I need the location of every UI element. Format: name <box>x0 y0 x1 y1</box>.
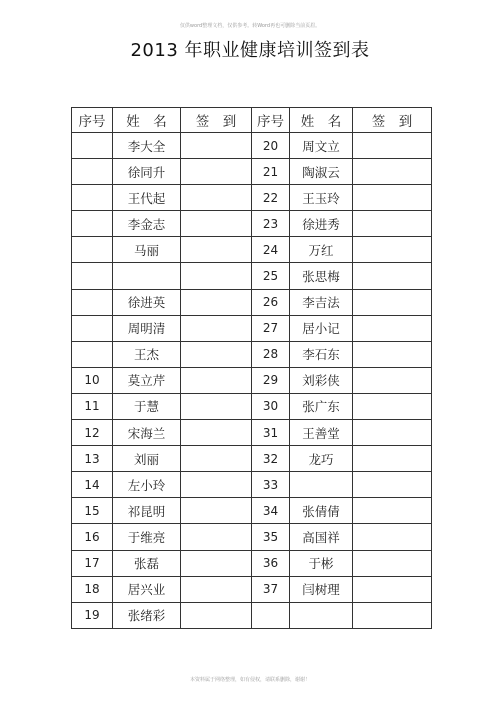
signature-cell[interactable] <box>353 420 432 446</box>
row-number <box>72 211 113 237</box>
signature-cell[interactable] <box>353 263 432 289</box>
attendee-name: 李吉法 <box>290 289 353 315</box>
signature-cell[interactable] <box>353 315 432 341</box>
signature-cell[interactable] <box>353 498 432 524</box>
attendee-name: 陶淑云 <box>290 159 353 185</box>
attendee-name: 龙巧 <box>290 446 353 472</box>
signature-cell[interactable] <box>353 159 432 185</box>
table-row <box>72 524 432 550</box>
table-row <box>72 211 432 237</box>
attendee-name: 张广东 <box>290 393 353 419</box>
signature-cell[interactable] <box>181 315 252 341</box>
row-number: 27 <box>252 315 290 341</box>
attendee-name: 莫立芹 <box>113 367 181 393</box>
signature-cell[interactable] <box>181 550 252 576</box>
row-number: 12 <box>72 420 113 446</box>
column-header-number: 序号 <box>252 108 290 133</box>
table-row <box>72 498 432 524</box>
attendee-name: 于彬 <box>290 550 353 576</box>
column-header-signature: 签 到 <box>353 108 432 133</box>
row-number: 33 <box>252 472 290 498</box>
attendee-name <box>290 602 353 628</box>
signature-cell[interactable] <box>353 393 432 419</box>
attendee-name: 徐进秀 <box>290 211 353 237</box>
page-title: 2013 年职业健康培训签到表 <box>130 40 370 61</box>
attendee-name: 徐进英 <box>113 289 181 315</box>
signature-cell[interactable] <box>181 367 252 393</box>
table-row <box>72 393 432 419</box>
signature-cell[interactable] <box>353 550 432 576</box>
table-row <box>72 602 432 628</box>
table-row <box>72 472 432 498</box>
column-header-name: 姓 名 <box>290 108 353 133</box>
attendee-name: 祁昆明 <box>113 498 181 524</box>
attendee-name: 张思梅 <box>290 263 353 289</box>
signature-cell[interactable] <box>181 446 252 472</box>
attendee-name: 左小玲 <box>113 472 181 498</box>
signature-cell[interactable] <box>181 576 252 602</box>
row-number: 22 <box>252 185 290 211</box>
row-number <box>72 341 113 367</box>
table-row <box>72 420 432 446</box>
row-number <box>72 133 113 159</box>
column-header-signature: 签 到 <box>181 108 252 133</box>
row-number <box>72 263 113 289</box>
signature-cell[interactable] <box>181 133 252 159</box>
row-number: 29 <box>252 367 290 393</box>
column-header-name: 姓 名 <box>113 108 181 133</box>
table-row <box>72 367 432 393</box>
row-number: 18 <box>72 576 113 602</box>
attendee-name: 周明清 <box>113 315 181 341</box>
signature-cell[interactable] <box>181 524 252 550</box>
attendee-name: 徐同升 <box>113 159 181 185</box>
row-number: 28 <box>252 341 290 367</box>
attendee-name: 刘彩侠 <box>290 367 353 393</box>
signature-cell[interactable] <box>353 524 432 550</box>
attendee-name: 王玉玲 <box>290 185 353 211</box>
attendee-name: 刘丽 <box>113 446 181 472</box>
attendee-name: 张绪彩 <box>113 602 181 628</box>
attendee-name: 宋海兰 <box>113 420 181 446</box>
row-number: 31 <box>252 420 290 446</box>
attendee-name: 高国祥 <box>290 524 353 550</box>
signature-cell[interactable] <box>353 341 432 367</box>
row-number: 25 <box>252 263 290 289</box>
table-row <box>72 446 432 472</box>
row-number <box>72 185 113 211</box>
row-number <box>72 315 113 341</box>
attendee-name: 于慧 <box>113 393 181 419</box>
attendee-name: 王善堂 <box>290 420 353 446</box>
row-number: 20 <box>252 133 290 159</box>
table-row <box>72 341 432 367</box>
row-number <box>72 237 113 263</box>
footer-note: 本资料属于网络整理，如有侵权，请联系删除，谢谢！ <box>189 677 310 683</box>
signature-cell[interactable] <box>353 133 432 159</box>
attendee-name: 于维亮 <box>113 524 181 550</box>
row-number: 13 <box>72 446 113 472</box>
attendee-name: 张倩倩 <box>290 498 353 524</box>
table-row <box>72 315 432 341</box>
attendee-name: 居兴业 <box>113 576 181 602</box>
row-number: 16 <box>72 524 113 550</box>
signature-cell[interactable] <box>353 185 432 211</box>
row-number: 32 <box>252 446 290 472</box>
attendee-name <box>290 472 353 498</box>
row-number: 10 <box>72 367 113 393</box>
row-number: 35 <box>252 524 290 550</box>
signature-cell[interactable] <box>353 367 432 393</box>
attendee-name: 李石东 <box>290 341 353 367</box>
row-number: 19 <box>72 602 113 628</box>
signature-cell[interactable] <box>353 211 432 237</box>
signature-cell[interactable] <box>181 341 252 367</box>
attendee-name <box>113 263 181 289</box>
row-number: 34 <box>252 498 290 524</box>
signature-cell[interactable] <box>353 472 432 498</box>
signature-cell[interactable] <box>181 602 252 628</box>
signature-cell[interactable] <box>181 420 252 446</box>
attendee-name: 李金志 <box>113 211 181 237</box>
row-number: 30 <box>252 393 290 419</box>
row-number: 24 <box>252 237 290 263</box>
signature-cell[interactable] <box>181 263 252 289</box>
table-row <box>72 550 432 576</box>
row-number: 17 <box>72 550 113 576</box>
table-row <box>72 576 432 602</box>
signature-cell[interactable] <box>181 498 252 524</box>
signature-cell[interactable] <box>181 185 252 211</box>
table-row <box>72 263 432 289</box>
attendee-name: 王杰 <box>113 341 181 367</box>
signature-cell[interactable] <box>353 576 432 602</box>
column-header-number: 序号 <box>72 108 113 133</box>
signature-cell[interactable] <box>181 289 252 315</box>
table-row <box>72 133 432 159</box>
attendee-name: 张磊 <box>113 550 181 576</box>
table-row <box>72 237 432 263</box>
row-number <box>72 159 113 185</box>
sign-in-table <box>71 107 432 629</box>
attendee-name: 周文立 <box>290 133 353 159</box>
header-note: 仅供word整理文档，仅供参考。转Word再也可删除当前页眉。 <box>179 23 321 29</box>
row-number: 14 <box>72 472 113 498</box>
row-number: 37 <box>252 576 290 602</box>
signature-cell[interactable] <box>353 446 432 472</box>
row-number: 36 <box>252 550 290 576</box>
signature-cell[interactable] <box>181 211 252 237</box>
attendee-name: 王代起 <box>113 185 181 211</box>
table-header-row <box>72 108 432 133</box>
signature-cell[interactable] <box>181 393 252 419</box>
signature-cell[interactable] <box>181 472 252 498</box>
table-row <box>72 159 432 185</box>
row-number: 23 <box>252 211 290 237</box>
signature-cell[interactable] <box>353 602 432 628</box>
attendee-name: 李大全 <box>113 133 181 159</box>
attendee-name: 万红 <box>290 237 353 263</box>
attendee-name: 居小记 <box>290 315 353 341</box>
attendee-name: 马丽 <box>113 237 181 263</box>
row-number: 21 <box>252 159 290 185</box>
row-number <box>252 602 290 628</box>
signature-cell[interactable] <box>181 237 252 263</box>
signature-cell[interactable] <box>353 237 432 263</box>
table-row <box>72 289 432 315</box>
signature-cell[interactable] <box>353 289 432 315</box>
attendee-name: 闫树理 <box>290 576 353 602</box>
row-number: 15 <box>72 498 113 524</box>
signature-cell[interactable] <box>181 159 252 185</box>
row-number <box>72 289 113 315</box>
row-number: 11 <box>72 393 113 419</box>
table-row <box>72 185 432 211</box>
row-number: 26 <box>252 289 290 315</box>
